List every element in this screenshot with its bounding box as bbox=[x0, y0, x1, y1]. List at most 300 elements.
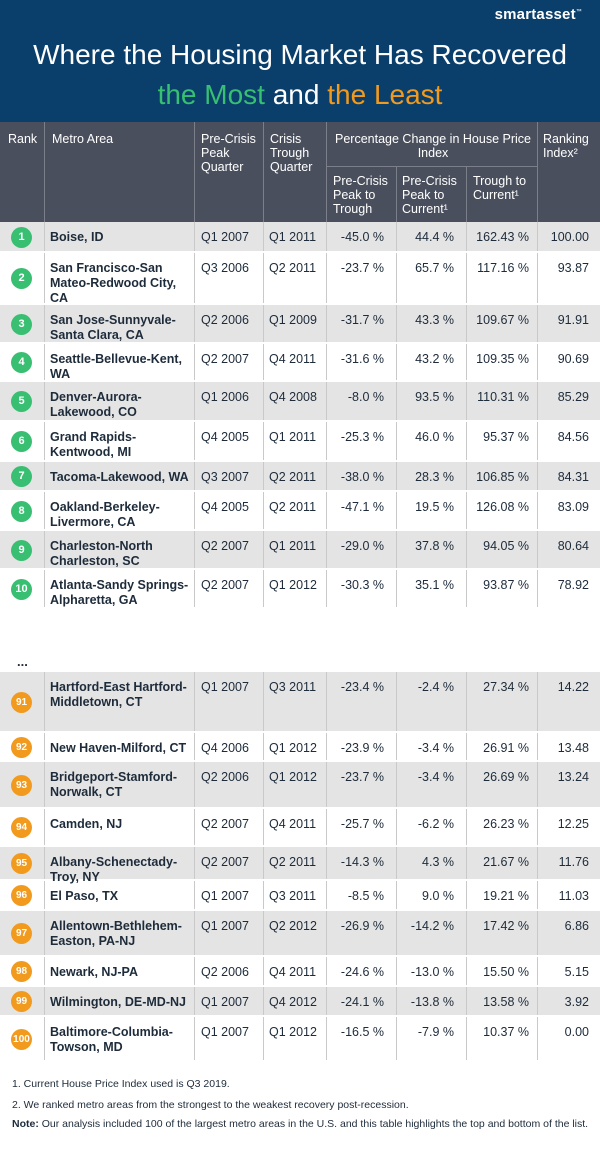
metro-area: Denver-Aurora-Lakewood, CO bbox=[50, 390, 142, 419]
cell-divider bbox=[396, 253, 397, 303]
peak-quarter: Q3 2006 bbox=[201, 261, 249, 275]
note-label: Note: bbox=[12, 1118, 39, 1130]
table-row bbox=[0, 1017, 600, 1061]
trough-quarter: Q1 2011 bbox=[269, 539, 317, 553]
metro-area: Oakland-Berkeley-Livermore, CA bbox=[50, 500, 160, 529]
col-ranking-index: Ranking Index² bbox=[543, 132, 589, 160]
cell-divider bbox=[537, 570, 538, 607]
ranking-index: 100.00 bbox=[550, 230, 589, 244]
cell-divider bbox=[326, 492, 327, 529]
cell-divider bbox=[326, 222, 327, 251]
peak-quarter: Q2 2006 bbox=[201, 770, 249, 784]
peak-quarter: Q2 2007 bbox=[201, 855, 249, 869]
trough-to-current: 94.05 % bbox=[483, 539, 529, 553]
cell-divider bbox=[263, 570, 264, 607]
table-row bbox=[0, 570, 600, 608]
ranking-index: 12.25 bbox=[557, 817, 589, 831]
table-row bbox=[0, 492, 600, 530]
trough-to-current: 10.37 % bbox=[483, 1025, 529, 1039]
cell-divider bbox=[396, 492, 397, 529]
trough-quarter: Q4 2008 bbox=[269, 390, 317, 404]
col-group-price-change: Percentage Change in House Price Index bbox=[335, 132, 531, 160]
cell-divider bbox=[326, 344, 327, 380]
note-text: Our analysis included 100 of the largest metro areas in the U.S. and this table highlights the top and bottom of the list. bbox=[38, 1118, 589, 1130]
cell-divider bbox=[466, 733, 467, 760]
cell-divider bbox=[194, 733, 195, 760]
cell-divider bbox=[44, 422, 45, 460]
ranking-index: 78.92 bbox=[557, 578, 589, 592]
trough-quarter: Q3 2011 bbox=[269, 680, 317, 694]
cell-divider bbox=[537, 911, 538, 955]
cell-divider bbox=[537, 253, 538, 303]
trough-to-current: 110.31 % bbox=[477, 390, 529, 404]
metro-area: Boise, ID bbox=[50, 230, 104, 244]
peak-to-current: 9.0 % bbox=[422, 889, 454, 903]
peak-to-current: -14.2 % bbox=[410, 919, 454, 933]
cell-divider bbox=[537, 672, 538, 731]
cell-divider bbox=[396, 957, 397, 985]
cell-divider bbox=[396, 672, 397, 731]
ranking-index: 13.48 bbox=[557, 741, 589, 755]
metro-area: Albany-Schenectady-Troy, NY bbox=[50, 855, 178, 884]
cell-divider bbox=[194, 809, 195, 845]
cell-divider bbox=[537, 531, 538, 568]
peak-to-current: 37.8 % bbox=[415, 539, 454, 553]
metro-area: Allentown-Bethlehem-Easton, PA-NJ bbox=[50, 919, 182, 948]
metro-area: Charleston-North Charleston, SC bbox=[50, 539, 153, 568]
cell-divider bbox=[263, 422, 264, 460]
cell-divider bbox=[326, 762, 327, 807]
rank-badge: 98 bbox=[11, 961, 32, 982]
peak-to-current: -3.4 % bbox=[417, 741, 454, 755]
trough-quarter: Q1 2012 bbox=[269, 770, 317, 784]
footnote-2: 2. We ranked metro areas from the strongest to the weakest recovery post-recession. bbox=[12, 1099, 409, 1111]
peak-to-current: -6.2 % bbox=[417, 817, 454, 831]
metro-area: Newark, NJ-PA bbox=[50, 965, 138, 979]
trough-to-current: 19.21 % bbox=[483, 889, 529, 903]
peak-to-trough: -24.1 % bbox=[340, 995, 384, 1009]
cell-divider bbox=[263, 762, 264, 807]
col-metro: Metro Area bbox=[52, 132, 114, 146]
ranking-index: 80.64 bbox=[557, 539, 589, 553]
cell-divider bbox=[326, 305, 327, 342]
peak-to-trough: -23.4 % bbox=[340, 680, 384, 694]
cell-divider bbox=[194, 672, 195, 731]
peak-to-trough: -23.9 % bbox=[340, 741, 384, 755]
cell-divider bbox=[326, 911, 327, 955]
trough-quarter: Q2 2012 bbox=[269, 919, 317, 933]
cell-divider bbox=[396, 305, 397, 342]
rank-badge: 7 bbox=[11, 466, 32, 487]
page-title-line1: Where the Housing Market Has Recovered bbox=[33, 39, 567, 70]
col-trough-to-current: Trough to Current¹ bbox=[473, 174, 527, 202]
peak-to-current: -3.4 % bbox=[417, 770, 454, 784]
peak-quarter: Q1 2007 bbox=[201, 919, 249, 933]
col-peak-to-trough: Pre-Crisis Peak to Trough bbox=[333, 174, 388, 216]
cell-divider bbox=[466, 382, 467, 420]
trough-quarter: Q4 2011 bbox=[269, 352, 317, 366]
peak-to-current: 4.3 % bbox=[422, 855, 454, 869]
rank-badge: 4 bbox=[11, 352, 32, 373]
cell-divider bbox=[263, 733, 264, 760]
cell-divider bbox=[44, 344, 45, 380]
col-trough: Crisis Trough Quarter bbox=[270, 132, 313, 174]
peak-to-current: 43.2 % bbox=[415, 352, 454, 366]
cell-divider bbox=[194, 253, 195, 303]
peak-to-current: 19.5 % bbox=[415, 500, 454, 514]
cell-divider bbox=[326, 881, 327, 909]
cell-divider bbox=[194, 344, 195, 380]
ranking-index: 83.09 bbox=[557, 500, 589, 514]
cell-divider bbox=[326, 382, 327, 420]
cell-divider bbox=[326, 733, 327, 760]
cell-divider bbox=[537, 222, 538, 251]
cell-divider bbox=[44, 847, 45, 879]
cell-divider bbox=[396, 422, 397, 460]
trough-to-current: 117.16 % bbox=[477, 261, 529, 275]
cell-divider bbox=[396, 847, 397, 879]
header-divider bbox=[396, 166, 397, 222]
trough-quarter: Q4 2011 bbox=[269, 965, 317, 979]
cell-divider bbox=[326, 570, 327, 607]
rank-badge: 10 bbox=[11, 579, 32, 600]
table-row bbox=[0, 382, 600, 421]
cell-divider bbox=[537, 762, 538, 807]
cell-divider bbox=[44, 809, 45, 845]
trough-quarter: Q1 2011 bbox=[269, 230, 317, 244]
cell-divider bbox=[326, 809, 327, 845]
rank-badge: 9 bbox=[11, 540, 32, 561]
header-divider bbox=[194, 122, 195, 222]
table-row bbox=[0, 672, 600, 732]
cell-divider bbox=[466, 570, 467, 607]
rank-badge: 6 bbox=[11, 431, 32, 452]
trough-quarter: Q2 2011 bbox=[269, 261, 317, 275]
col-peak-to-current: Pre-Crisis Peak to Current¹ bbox=[402, 174, 457, 216]
header-subrule bbox=[326, 166, 537, 167]
table-row bbox=[0, 462, 600, 491]
cell-divider bbox=[44, 492, 45, 529]
cell-divider bbox=[44, 462, 45, 490]
cell-divider bbox=[396, 222, 397, 251]
peak-quarter: Q4 2006 bbox=[201, 741, 249, 755]
page-title-line2 bbox=[0, 79, 600, 111]
cell-divider bbox=[194, 911, 195, 955]
ranking-index: 5.15 bbox=[564, 965, 589, 979]
table-row bbox=[0, 733, 600, 761]
metro-area: Bridgeport-Stamford-Norwalk, CT bbox=[50, 770, 178, 799]
cell-divider bbox=[466, 422, 467, 460]
cell-divider bbox=[466, 305, 467, 342]
trough-quarter: Q2 2011 bbox=[269, 855, 317, 869]
cell-divider bbox=[326, 253, 327, 303]
table-header bbox=[0, 122, 600, 222]
peak-to-trough: -26.9 % bbox=[340, 919, 384, 933]
cell-divider bbox=[194, 492, 195, 529]
peak-quarter: Q2 2006 bbox=[201, 965, 249, 979]
cell-divider bbox=[326, 1017, 327, 1060]
rank-badge: 8 bbox=[11, 501, 32, 522]
cell-divider bbox=[466, 911, 467, 955]
cell-divider bbox=[466, 253, 467, 303]
cell-divider bbox=[194, 1017, 195, 1060]
trough-quarter: Q4 2011 bbox=[269, 817, 317, 831]
trough-to-current: 106.85 % bbox=[476, 470, 529, 484]
peak-quarter: Q2 2007 bbox=[201, 817, 249, 831]
title-least: the Least bbox=[327, 79, 443, 110]
trough-to-current: 15.50 % bbox=[483, 965, 529, 979]
trough-quarter: Q1 2011 bbox=[269, 430, 317, 444]
cell-divider bbox=[194, 881, 195, 909]
peak-to-trough: -24.6 % bbox=[340, 965, 384, 979]
ranking-index: 11.03 bbox=[558, 889, 589, 903]
cell-divider bbox=[263, 492, 264, 529]
cell-divider bbox=[263, 305, 264, 342]
cell-divider bbox=[263, 531, 264, 568]
rank-badge: 3 bbox=[11, 314, 32, 335]
peak-to-trough: -29.0 % bbox=[340, 539, 384, 553]
footnote-1: 1. Current House Price Index used is Q3 2019. bbox=[12, 1078, 230, 1090]
col-rank: Rank bbox=[8, 132, 38, 146]
cell-divider bbox=[537, 733, 538, 760]
rank-badge: 1 bbox=[11, 227, 32, 248]
peak-to-trough: -31.6 % bbox=[340, 352, 384, 366]
rank-badge: 91 bbox=[11, 692, 32, 713]
rows-ellipsis: ... bbox=[17, 654, 28, 669]
cell-divider bbox=[466, 881, 467, 909]
table-row bbox=[0, 987, 600, 1016]
trough-quarter: Q3 2011 bbox=[269, 889, 317, 903]
cell-divider bbox=[537, 305, 538, 342]
brand-text: smartasset bbox=[494, 6, 576, 23]
peak-to-current: 93.5 % bbox=[415, 390, 454, 404]
peak-to-current: 28.3 % bbox=[415, 470, 454, 484]
cell-divider bbox=[44, 987, 45, 1015]
ranking-index: 84.31 bbox=[557, 470, 589, 484]
peak-to-trough: -8.0 % bbox=[347, 390, 384, 404]
cell-divider bbox=[263, 222, 264, 251]
cell-divider bbox=[537, 422, 538, 460]
ranking-index: 14.22 bbox=[557, 680, 589, 694]
table-row bbox=[0, 957, 600, 986]
cell-divider bbox=[44, 672, 45, 731]
cell-divider bbox=[44, 1017, 45, 1060]
ranking-index: 0.00 bbox=[564, 1025, 589, 1039]
cell-divider bbox=[396, 733, 397, 760]
ranking-index: 13.24 bbox=[557, 770, 589, 784]
cell-divider bbox=[263, 987, 264, 1015]
table-row bbox=[0, 809, 600, 846]
header-divider bbox=[44, 122, 45, 222]
trough-to-current: 27.34 % bbox=[483, 680, 529, 694]
cell-divider bbox=[396, 911, 397, 955]
cell-divider bbox=[396, 987, 397, 1015]
cell-divider bbox=[194, 462, 195, 490]
cell-divider bbox=[194, 987, 195, 1015]
cell-divider bbox=[466, 672, 467, 731]
trough-to-current: 109.35 % bbox=[476, 352, 529, 366]
trough-to-current: 95.37 % bbox=[483, 430, 529, 444]
cell-divider bbox=[326, 531, 327, 568]
cell-divider bbox=[194, 382, 195, 420]
cell-divider bbox=[466, 987, 467, 1015]
table-row bbox=[0, 531, 600, 569]
peak-to-current: 44.4 % bbox=[415, 230, 454, 244]
header-divider bbox=[537, 122, 538, 222]
cell-divider bbox=[44, 957, 45, 985]
trough-to-current: 162.43 % bbox=[476, 230, 529, 244]
cell-divider bbox=[466, 492, 467, 529]
peak-to-trough: -30.3 % bbox=[340, 578, 384, 592]
metro-area: Atlanta-Sandy Springs-Alpharetta, GA bbox=[50, 578, 189, 607]
peak-to-trough: -23.7 % bbox=[340, 770, 384, 784]
peak-quarter: Q4 2005 bbox=[201, 500, 249, 514]
metro-area: New Haven-Milford, CT bbox=[50, 741, 187, 755]
cell-divider bbox=[263, 881, 264, 909]
cell-divider bbox=[466, 344, 467, 380]
peak-to-current: -7.9 % bbox=[417, 1025, 454, 1039]
cell-divider bbox=[44, 570, 45, 607]
cell-divider bbox=[396, 344, 397, 380]
cell-divider bbox=[44, 531, 45, 568]
cell-divider bbox=[194, 222, 195, 251]
cell-divider bbox=[466, 462, 467, 490]
rank-badge: 93 bbox=[11, 775, 32, 796]
cell-divider bbox=[466, 1017, 467, 1060]
rank-badge: 92 bbox=[11, 737, 32, 758]
trough-to-current: 21.67 % bbox=[483, 855, 529, 869]
header-divider bbox=[466, 166, 467, 222]
rank-badge: 100 bbox=[11, 1029, 32, 1050]
peak-quarter: Q1 2007 bbox=[201, 680, 249, 694]
trough-to-current: 93.87 % bbox=[483, 578, 529, 592]
cell-divider bbox=[396, 462, 397, 490]
cell-divider bbox=[263, 462, 264, 490]
peak-to-trough: -25.7 % bbox=[340, 817, 384, 831]
peak-to-trough: -45.0 % bbox=[340, 230, 384, 244]
trough-quarter: Q2 2011 bbox=[269, 500, 317, 514]
cell-divider bbox=[537, 344, 538, 380]
rank-badge: 97 bbox=[11, 923, 32, 944]
cell-divider bbox=[326, 672, 327, 731]
ranking-index: 6.86 bbox=[564, 919, 589, 933]
peak-to-trough: -8.5 % bbox=[347, 889, 384, 903]
trough-quarter: Q1 2009 bbox=[269, 313, 317, 327]
peak-to-current: 35.1 % bbox=[415, 578, 454, 592]
metro-area: Baltimore-Columbia-Towson, MD bbox=[50, 1025, 173, 1054]
cell-divider bbox=[44, 881, 45, 909]
peak-to-current: -2.4 % bbox=[417, 680, 454, 694]
cell-divider bbox=[263, 344, 264, 380]
peak-to-trough: -14.3 % bbox=[340, 855, 384, 869]
ranking-index: 84.56 bbox=[557, 430, 589, 444]
table-row bbox=[0, 847, 600, 884]
cell-divider bbox=[263, 847, 264, 879]
cell-divider bbox=[396, 762, 397, 807]
trough-to-current: 26.69 % bbox=[483, 770, 529, 784]
peak-to-trough: -25.3 % bbox=[340, 430, 384, 444]
cell-divider bbox=[44, 762, 45, 807]
cell-divider bbox=[263, 1017, 264, 1060]
cell-divider bbox=[194, 422, 195, 460]
cell-divider bbox=[396, 570, 397, 607]
peak-to-current: -13.0 % bbox=[410, 965, 454, 979]
cell-divider bbox=[326, 422, 327, 460]
cell-divider bbox=[537, 1017, 538, 1060]
rank-badge: 99 bbox=[11, 991, 32, 1012]
trough-to-current: 26.23 % bbox=[483, 817, 529, 831]
brand-logo bbox=[495, 6, 582, 23]
cell-divider bbox=[396, 881, 397, 909]
cell-divider bbox=[396, 1017, 397, 1060]
cell-divider bbox=[396, 382, 397, 420]
cell-divider bbox=[466, 957, 467, 985]
cell-divider bbox=[326, 987, 327, 1015]
metro-area: Hartford-East Hartford-Middletown, CT bbox=[50, 680, 187, 709]
table-row bbox=[0, 253, 600, 304]
cell-divider bbox=[44, 222, 45, 251]
rank-badge: 96 bbox=[11, 885, 32, 906]
peak-quarter: Q3 2007 bbox=[201, 470, 249, 484]
footnote-note bbox=[12, 1118, 592, 1131]
peak-quarter: Q1 2007 bbox=[201, 1025, 249, 1039]
table-row bbox=[0, 305, 600, 343]
cell-divider bbox=[326, 462, 327, 490]
trough-quarter: Q1 2012 bbox=[269, 578, 317, 592]
peak-to-trough: -16.5 % bbox=[340, 1025, 384, 1039]
header-divider bbox=[263, 122, 264, 222]
peak-to-current: 46.0 % bbox=[415, 430, 454, 444]
ranking-index: 3.92 bbox=[564, 995, 589, 1009]
cell-divider bbox=[263, 672, 264, 731]
peak-to-current: -13.8 % bbox=[410, 995, 454, 1009]
cell-divider bbox=[466, 809, 467, 845]
cell-divider bbox=[263, 911, 264, 955]
table-row bbox=[0, 762, 600, 808]
peak-to-trough: -47.1 % bbox=[340, 500, 384, 514]
col-peak: Pre-Crisis Peak Quarter bbox=[201, 132, 256, 174]
trough-quarter: Q1 2012 bbox=[269, 741, 317, 755]
peak-to-current: 65.7 % bbox=[415, 261, 454, 275]
cell-divider bbox=[44, 733, 45, 760]
cell-divider bbox=[537, 462, 538, 490]
header-banner bbox=[0, 0, 600, 122]
title-most: the Most bbox=[157, 79, 265, 110]
trough-to-current: 13.58 % bbox=[483, 995, 529, 1009]
title-and: and bbox=[272, 79, 320, 110]
ranking-index: 93.87 bbox=[557, 261, 589, 275]
peak-to-current: 43.3 % bbox=[415, 313, 454, 327]
cell-divider bbox=[466, 531, 467, 568]
peak-quarter: Q1 2007 bbox=[201, 995, 249, 1009]
peak-quarter: Q2 2007 bbox=[201, 352, 249, 366]
trough-to-current: 17.42 % bbox=[483, 919, 529, 933]
cell-divider bbox=[326, 957, 327, 985]
ranking-index: 91.91 bbox=[557, 313, 589, 327]
brand-trademark: ™ bbox=[575, 9, 582, 15]
trough-to-current: 126.08 % bbox=[476, 500, 529, 514]
peak-quarter: Q2 2006 bbox=[201, 313, 249, 327]
table-row bbox=[0, 881, 600, 910]
peak-quarter: Q1 2007 bbox=[201, 230, 249, 244]
metro-area: San Jose-Sunnyvale-Santa Clara, CA bbox=[50, 313, 176, 342]
trough-quarter: Q2 2011 bbox=[269, 470, 317, 484]
header-divider bbox=[326, 122, 327, 222]
cell-divider bbox=[466, 222, 467, 251]
cell-divider bbox=[263, 253, 264, 303]
table-row bbox=[0, 222, 600, 252]
cell-divider bbox=[194, 957, 195, 985]
